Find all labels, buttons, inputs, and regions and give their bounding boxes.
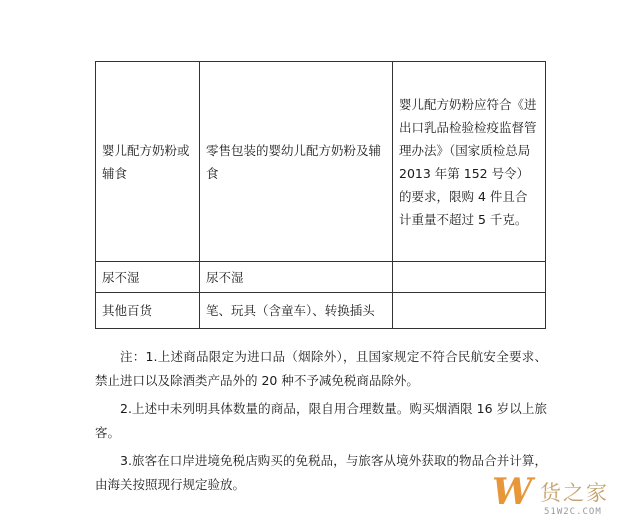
- requirement-cell: 婴儿配方奶粉应符合《进出口乳品检验检疫监督管理办法》（国家质检总局 2013 年第 152 号令）的要求，限购 4 件且合计重量不超过 5 千克。: [393, 62, 546, 262]
- table-row: [96, 262, 546, 293]
- category-cell: 婴儿配方奶粉或辅食: [96, 62, 200, 262]
- goods-cell: 笔、玩具（含童车）、转换插头: [200, 293, 393, 329]
- watermark-logo: [486, 467, 626, 527]
- logo-mark: W: [492, 471, 533, 513]
- notes-section: [95, 345, 547, 497]
- table-row: [96, 293, 546, 329]
- requirement-cell: [393, 262, 546, 293]
- note-2: 2.上述中未列明具体数量的商品，限自用合理数量。购买烟酒限 16 岁以上旅客。: [95, 401, 547, 440]
- goods-table: [95, 61, 546, 329]
- category-cell: 其他百货: [96, 293, 200, 329]
- note-1: 注：1.上述商品限定为进口品（烟除外），且国家规定不符合民航安全要求、禁止进口以及除酒类产品外的 20 种不予减免税商品除外。: [95, 349, 547, 388]
- logo-url: 51W2C.COM: [544, 507, 602, 517]
- goods-cell: 尿不湿: [200, 262, 393, 293]
- note-3: 3.旅客在口岸进境免税店购买的免税品，与旅客从境外获取的物品合并计算，由海关按照现行规定验放。: [95, 453, 547, 492]
- goods-cell: 零售包装的婴幼儿配方奶粉及辅食: [200, 62, 393, 262]
- logo-name: 货之家: [540, 481, 609, 505]
- table-row: [96, 62, 546, 262]
- requirement-cell: [393, 293, 546, 329]
- category-cell: 尿不湿: [96, 262, 200, 293]
